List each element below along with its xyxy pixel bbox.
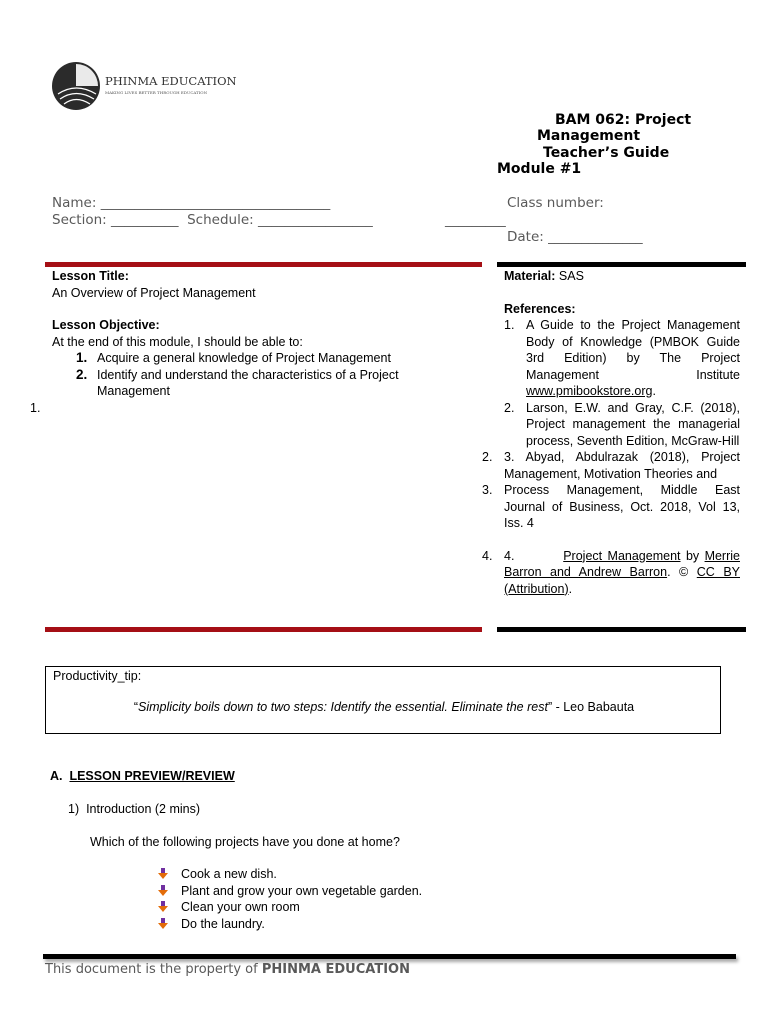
footer-rule xyxy=(43,954,736,959)
quote-open: “ xyxy=(133,700,139,714)
arrow-bullet-icon xyxy=(158,918,168,930)
material-block xyxy=(482,268,740,597)
bullet-text: Do the laundry. xyxy=(181,916,265,931)
quote-text: Simplicity boils down to two steps: Identify the essential. Eliminate the rest xyxy=(138,700,548,714)
footer-brand: PHINMA EDUCATION xyxy=(261,962,410,977)
extra-blank[interactable]: _________ xyxy=(445,212,506,228)
list-item xyxy=(158,899,422,916)
section-schedule-row xyxy=(52,212,373,228)
references-label: References: xyxy=(504,301,576,316)
name-field[interactable] xyxy=(52,195,330,211)
intro-question: Which of the following projects have you done at home? xyxy=(90,835,400,849)
material-row xyxy=(504,268,740,285)
name-label: Name: xyxy=(52,195,97,211)
right-top-rule xyxy=(497,262,746,267)
reference-text: A Guide to the Project Management Body of Knowledge (PMBOK Guide 3rd Edition) by The Project Management Institute xyxy=(526,318,740,382)
arrow-bullet-icon xyxy=(158,901,168,913)
section-a-heading xyxy=(50,768,235,785)
lesson-objective-intro: At the end of this module, I should be able to: xyxy=(52,334,303,349)
quote-author: - Leo Babauta xyxy=(552,700,635,714)
objective-number: 2. xyxy=(76,366,88,382)
list-item xyxy=(158,916,422,933)
reference-text: Process Management, Middle East Journal of Business, Oct. 2018, Vol 13, Iss. 4 xyxy=(504,483,740,530)
course-title-line3: Teacher’s Guide xyxy=(543,145,670,161)
intro-number: 1) xyxy=(68,802,80,816)
lesson-objective-label: Lesson Objective: xyxy=(52,318,160,332)
section-a-letter: A. xyxy=(50,769,63,783)
lesson-title-label: Lesson Title: xyxy=(52,269,129,283)
date-field[interactable] xyxy=(507,229,643,245)
course-title-line2: Management xyxy=(537,128,641,144)
left-top-rule xyxy=(45,262,482,267)
stray-list-marker: 1. xyxy=(30,401,41,415)
reference-copyright: . © xyxy=(667,565,689,579)
reference-text: Larson, E.W. and Gray, C.F. (2018), Project management the managerial process, Seventh Edition, McGraw-Hill xyxy=(526,400,740,448)
right-bottom-rule xyxy=(497,627,746,632)
reference-text: 3. Abyad, Abdulrazak (2018), Project Management, Motivation Theories and xyxy=(504,450,740,481)
reference-outer-number: 2. xyxy=(482,450,493,464)
reference-outer-number: 3. xyxy=(482,483,493,497)
list-item xyxy=(158,883,422,900)
date-label: Date: xyxy=(507,229,544,245)
footer-prefix: This document is the property of xyxy=(45,962,262,977)
productivity-tip-quote xyxy=(46,699,722,716)
productivity-tip-label: Productivity_tip: xyxy=(53,669,142,683)
reference-end: . xyxy=(568,581,573,596)
intro-text: Introduction (2 mins) xyxy=(86,802,201,816)
barron-link[interactable]: Merrie Barron and Andrew Barron xyxy=(504,548,740,579)
section-a-title: LESSON PREVIEW/REVIEW xyxy=(69,769,235,783)
bullet-text: Clean your own room xyxy=(181,900,300,914)
course-title-line4: Module #1 xyxy=(497,161,582,177)
footer-text xyxy=(45,962,410,977)
quote-close: ” xyxy=(547,700,553,714)
course-title-line1: BAM 062: Project xyxy=(555,112,692,128)
objective-number: 1. xyxy=(76,350,88,365)
reference-item xyxy=(482,548,740,598)
bullet-text: Cook a new dish. xyxy=(181,867,277,881)
list-item xyxy=(158,866,422,883)
objective-item xyxy=(52,367,437,400)
intro-item xyxy=(68,801,200,818)
class-number-label: Class number: xyxy=(507,195,604,211)
reference-number: 4. xyxy=(504,548,515,563)
pmibookstore-link[interactable]: www.pmibookstore.org xyxy=(526,384,653,398)
project-management-link[interactable]: Project Management xyxy=(563,548,681,563)
reference-number: 1. xyxy=(504,318,515,332)
name-blank: __________________________________ xyxy=(100,195,331,211)
objective-item xyxy=(52,350,472,367)
reference-outer-number: 4. xyxy=(482,548,493,563)
reference-item xyxy=(482,449,740,482)
bullet-text: Plant and grow your own vegetable garden. xyxy=(181,883,423,898)
bullet-list xyxy=(158,866,422,932)
date-blank: ______________ xyxy=(548,229,643,245)
reference-item: 1. A Guide to the Project Management Body of Knowledge (PMBOK Guide 3rd Edition) by The Project Management Institute www.pmibookstore.org. xyxy=(504,318,740,398)
arrow-bullet-icon xyxy=(158,885,168,897)
reference-number: 2. xyxy=(504,400,515,415)
productivity-tip-box xyxy=(45,666,721,734)
objective-text: Identify and understand the characteristics of a Project Management xyxy=(97,367,399,398)
reference-by: by xyxy=(685,548,700,563)
material-label: Material: xyxy=(504,269,556,283)
phinma-logo-icon xyxy=(50,60,102,112)
arrow-bullet-icon xyxy=(158,868,168,880)
left-bottom-rule xyxy=(45,627,482,632)
section-blank[interactable]: __________ xyxy=(111,212,179,228)
reference-item xyxy=(504,400,740,450)
material-value: SAS xyxy=(558,269,584,283)
section-label: Section: xyxy=(52,212,107,228)
phinma-logo xyxy=(50,60,237,112)
lesson-block xyxy=(52,268,472,400)
schedule-blank[interactable]: _________________ xyxy=(258,212,373,228)
logo-tagline: MAKING LIVES BETTER THROUGH EDUCATION xyxy=(105,90,208,95)
cc-by-link[interactable]: CC BY (Attribution) xyxy=(504,565,740,596)
logo-brand: PHINMA EDUCATION xyxy=(105,74,237,88)
schedule-label: Schedule: xyxy=(187,212,254,228)
lesson-title: An Overview of Project Management xyxy=(52,285,256,300)
reference-item xyxy=(482,482,740,532)
objective-text: Acquire a general knowledge of Project Management xyxy=(97,351,391,365)
